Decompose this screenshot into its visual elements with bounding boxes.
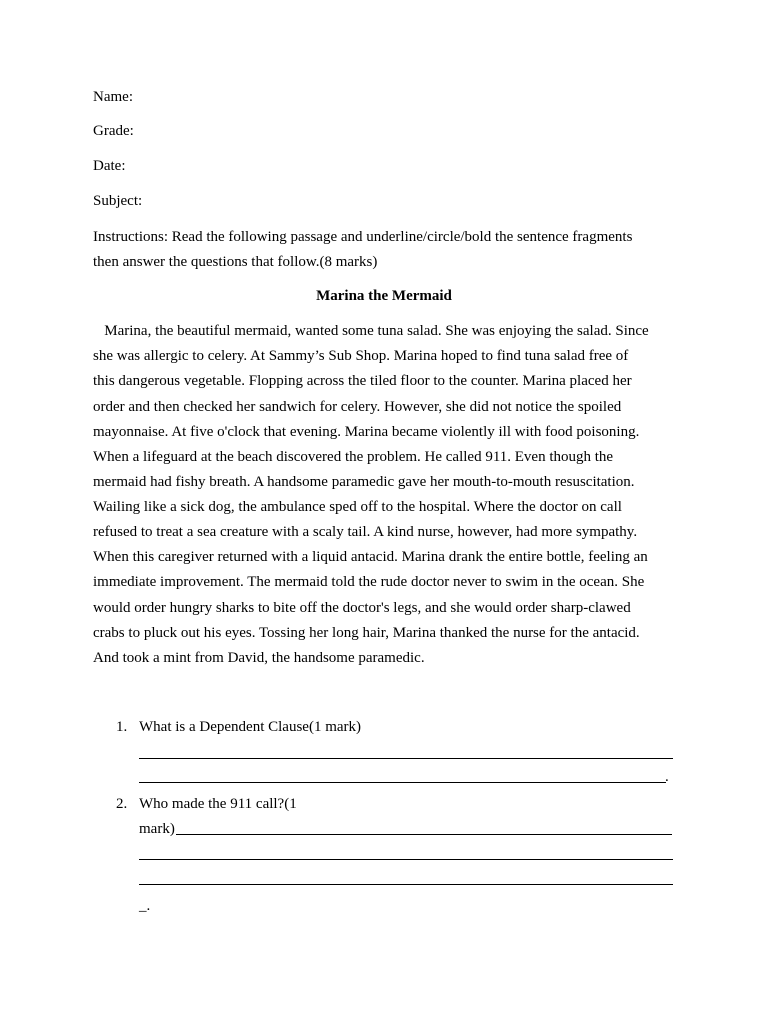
passage-line: mayonnaise. At five o'clock that evening. Marina became violently ill with food poisoning. (93, 424, 640, 440)
passage-line: order and then checked her sandwich for celery. However, she did not notice the spoiled (93, 399, 622, 415)
passage-line: mermaid had fishy breath. A handsome paramedic gave her mouth-to-mouth resuscitation. (93, 474, 635, 490)
question-number: 1. (116, 719, 128, 735)
answer-end-mark: . (665, 769, 669, 785)
passage-line: would order hungry sharks to bite off the doctor's legs, and she would order sharp-clawed (93, 600, 631, 616)
instructions-line: then answer the questions that follow.(8 marks) (93, 254, 378, 270)
instructions-line: Instructions: Read the following passage and underline/circle/bold the sentence fragments (93, 229, 633, 245)
subject-label: Subject: (93, 193, 143, 209)
grade-label: Grade: (93, 123, 134, 139)
answer-line[interactable] (139, 782, 666, 783)
passage-line: Marina, the beautiful mermaid, wanted some tuna salad. She was enjoying the salad. Since (93, 323, 649, 339)
passage-line: immediate improvement. The mermaid told the rude doctor never to swim in the ocean. She (93, 574, 645, 590)
passage-line: she was allergic to celery. At Sammy’s Sub Shop. Marina hoped to find tuna salad free of (93, 348, 629, 364)
date-label: Date: (93, 158, 126, 174)
question-text-continued: mark) (139, 821, 175, 837)
passage-title: Marina the Mermaid (316, 288, 452, 304)
passage-line: refused to treat a sea creature with a scaly tail. A kind nurse, however, had more sympathy. (93, 524, 638, 540)
passage-line: When a lifeguard at the beach discovered the problem. He called 911. Even though the (93, 449, 614, 465)
answer-line[interactable] (176, 834, 672, 835)
name-label: Name: (93, 89, 133, 105)
answer-end-mark: _. (139, 898, 151, 914)
passage-line: crabs to pluck out his eyes. Tossing her long hair, Marina thanked the nurse for the antacid. (93, 625, 640, 641)
answer-line[interactable] (139, 884, 673, 885)
question-number: 2. (116, 796, 128, 812)
passage-line: Wailing like a sick dog, the ambulance sped off to the hospital. Where the doctor on call (93, 499, 622, 515)
answer-line[interactable] (139, 758, 673, 759)
passage-line: When this caregiver returned with a liquid antacid. Marina drank the entire bottle, feeling an (93, 549, 648, 565)
answer-line[interactable] (139, 859, 673, 860)
question-text: Who made the 911 call?(1 (139, 796, 297, 812)
passage-line: this dangerous vegetable. Flopping across the tiled floor to the counter. Marina placed her (93, 373, 632, 389)
passage-line: And took a mint from David, the handsome paramedic. (93, 650, 425, 666)
question-text: What is a Dependent Clause(1 mark) (139, 719, 362, 735)
